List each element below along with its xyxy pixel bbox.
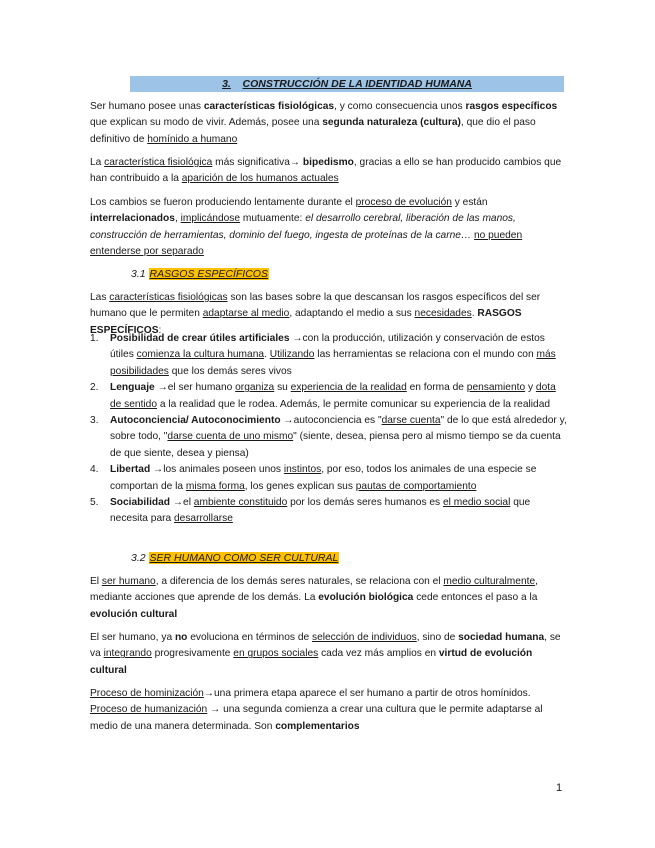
paragraph-cambios: Los cambios se fueron produciendo lentamente durante el proceso de evolución y están interrelacionados, implicándose mutuamente: el desarrollo cerebral, liberación de las manos, construcción de herramientas, dominio del fuego, ingesta de proteínas de la carne… no pueden entenderse por separado	[90, 197, 523, 258]
subsection-3-1-title: RASGOS ESPECÍFICOS	[149, 268, 268, 280]
rasgos-list	[90, 331, 568, 528]
paragraph-intro: Ser humano posee unas características fisiológicas, y como consecuencia unos rasgos específicos que explican su modo de vivir. Además, posee una segunda naturaleza (cultura), que dio el paso definitivo de homínido a humano	[90, 101, 558, 145]
list-item: 5. Sociabilidad →el ambiente constituido por los demás seres humanos es el medio social que necesita para desarrollarse	[90, 497, 531, 525]
list-item: 2. Lenguaje →el ser humano organiza su experiencia de la realidad en forma de pensamiento y dota de sentido a la realidad que le rodea. Además, le permite comunicar su experiencia de la realidad	[90, 382, 556, 410]
section-number: 3.	[222, 78, 231, 90]
paragraph-procesos: Proceso de hominización→una primera etapa aparece el ser humano a partir de otros homínidos. Proceso de humanización → una segunda comienza a crear una cultura que le permite adaptarse al medio de una manera determinada. Son complementarios	[90, 688, 543, 732]
paragraph-bipedismo: La característica fisiológica más significativa→ bipedismo, gracias a ello se han producido cambios que han contribuido a la aparición de los humanos actuales	[90, 157, 562, 185]
subsection-3-2-title: SER HUMANO COMO SER CULTURAL	[149, 552, 339, 564]
subsection-3-1: 3.1 RASGOS ESPECÍFICOS	[131, 268, 268, 280]
list-item: 1. Posibilidad de crear útiles artificiales →con la producción, utilización y conservación de estos útiles comienza la cultura humana. Utilizando las herramientas se relaciona con el mundo con más posibilidades que los demás seres vivos	[90, 333, 556, 377]
paragraph-sociedad: El ser humano, ya no evoluciona en términos de selección de individuos, sino de sociedad humana, se va integrando progresivamente en grupos sociales cada vez más amplios en virtud de evolución cultural	[90, 632, 561, 676]
paragraph-rasgos: Las características fisiológicas son las bases sobre la que descansan los rasgos específicos del ser humano que le permiten adaptarse al medio, adaptando el medio a sus necesidades. RASGOS ESPECÍFICOS:	[90, 292, 541, 336]
list-item: 4. Libertad →los animales poseen unos instintos, por eso, todos los animales de una especie se comportan de la misma forma, los genes explican sus pautas de comportamiento	[90, 464, 537, 492]
section-title	[130, 76, 564, 92]
page-number: 1	[556, 782, 563, 794]
paragraph-cultural: El ser humano, a diferencia de los demás seres naturales, se relaciona con el medio culturalmente, mediante acciones que aprende de los demás. La evolución biológica cede entonces el paso a la evolución cultural	[90, 576, 538, 620]
subsection-3-2: 3.2 SER HUMANO COMO SER CULTURAL	[131, 552, 339, 564]
list-item: 3. Autoconciencia/ Autoconocimiento →autoconciencia es "darse cuenta" de lo que está alrededor y, sobre todo, "darse cuenta de uno mismo" (siente, desea, piensa pero al mismo tiempo se da cuenta de que siente, desea y piensa)	[90, 415, 567, 459]
section-title-text: CONSTRUCCIÓN DE LA IDENTIDAD HUMANA	[242, 78, 472, 90]
